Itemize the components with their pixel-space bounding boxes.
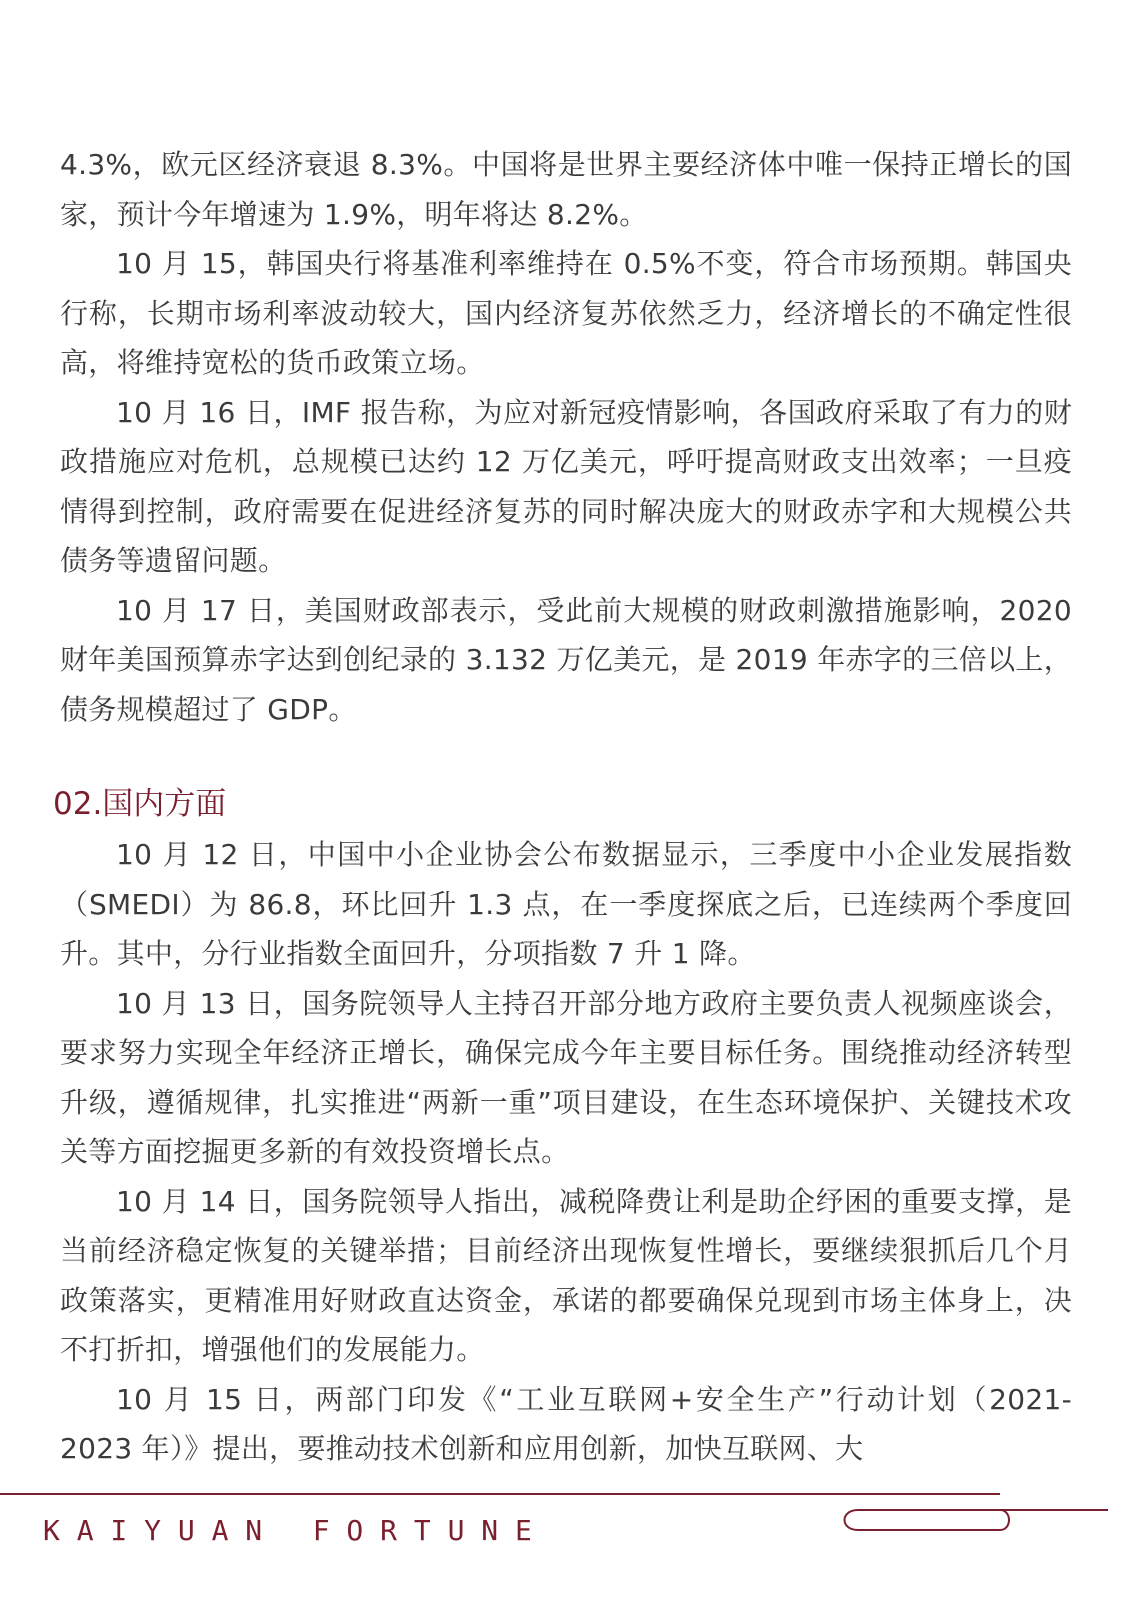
body-paragraph: 10 月 15，韩国央行将基准利率维持在 0.5%不变，符合市场预期。韩国央行称，长期市场利率波动较大，国内经济复苏依然乏力，经济增长的不确定性很高，将维持宽松的货币政策立场。: [60, 247, 1072, 379]
body-paragraph: 4.3%，欧元区经济衰退 8.3%。中国将是世界主要经济体中唯一保持正增长的国家，预计今年增速为 1.9%，明年将达 8.2%。: [60, 148, 1072, 231]
page-body: [53, 140, 1072, 1474]
body-paragraph: 10 月 13 日，国务院领导人主持召开部分地方政府主要负责人视频座谈会，要求努力实现全年经济正增长，确保完成今年主要目标任务。围绕推动经济转型升级，遵循规律，扎实推进“两新一重”项目建设，在生态环境保护、关键技术攻关等方面挖掘更多新的有效投资增长点。: [60, 986, 1072, 1168]
section-heading: 02.国内方面: [53, 786, 227, 822]
footer-swoosh: [845, 1510, 1109, 1530]
body-paragraph: 10 月 15 日，两部门印发《“工业互联网+安全生产”行动计划（2021-2023 年）》提出，要推动技术创新和应用创新，加快互联网、大: [60, 1382, 1072, 1465]
brand-wordmark: K A I Y U A N F O R T U N E: [43, 1514, 532, 1547]
body-paragraph: 10 月 16 日，IMF 报告称，为应对新冠疫情影响，各国政府采取了有力的财政措施应对危机，总规模已达约 12 万亿美元，呼吁提高财政支出效率；一旦疫情得到控制，政府需要在促进经济复苏的同时解决庞大的财政赤字和大规模公共债务等遗留问题。: [60, 395, 1072, 577]
body-paragraph: 10 月 12 日，中国中小企业协会公布数据显示，三季度中小企业发展指数（SMEDI）为 86.8，环比回升 1.3 点，在一季度探底之后，已连续两个季度回升。其中，分行业指数全面回升，分项指数 7 升 1 降。: [60, 838, 1072, 970]
body-paragraph: 10 月 14 日，国务院领导人指出，减税降费让利是助企纾困的重要支撑，是当前经济稳定恢复的关键举措；目前经济出现恢复性增长，要继续狠抓后几个月政策落实，更精准用好财政直达资金，承诺的都要确保兑现到市场主体身上，决不打折扣，增强他们的发展能力。: [60, 1184, 1072, 1366]
body-paragraph: 10 月 17 日，美国财政部表示，受此前大规模的财政刺激措施影响，2020 财年美国预算赤字达到创纪录的 3.132 万亿美元，是 2019 年赤字的三倍以上，债务规模超过了 GDP。: [60, 593, 1072, 726]
